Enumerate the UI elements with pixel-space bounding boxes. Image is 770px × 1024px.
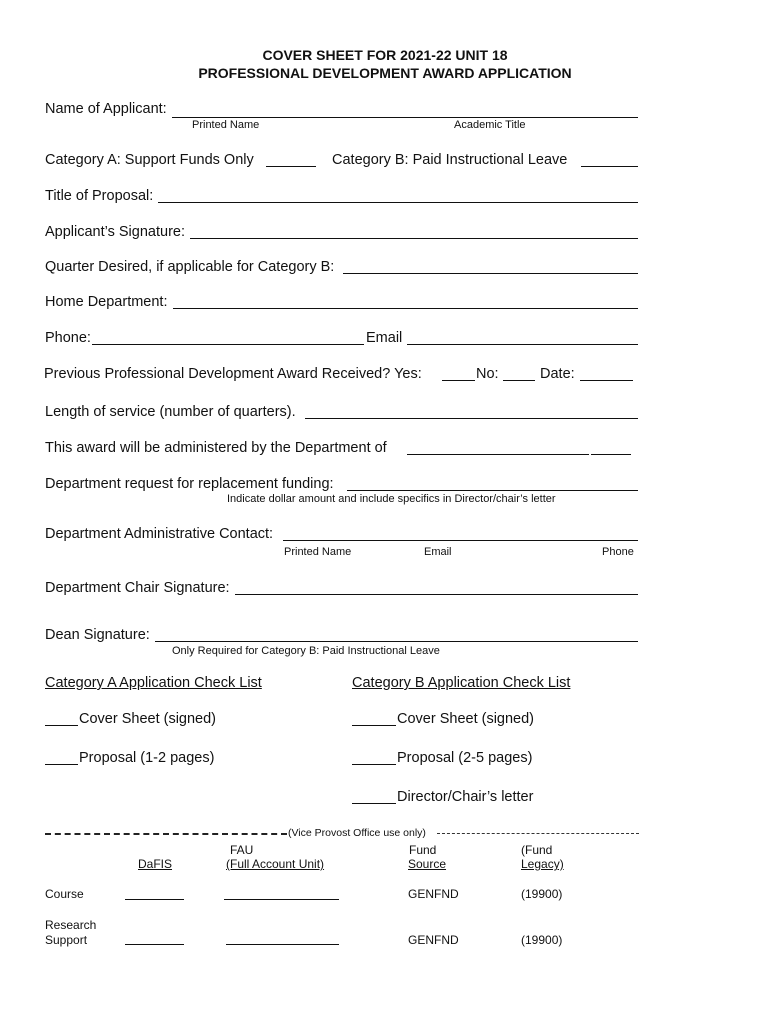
document-title-line2: PROFESSIONAL DEVELOPMENT AWARD APPLICATION (198, 65, 572, 81)
checklist-b-item-2-checkline[interactable] (352, 764, 396, 765)
row-research-label-line2: Support (45, 933, 88, 947)
checklist-a-item-1: Cover Sheet (signed) (79, 711, 217, 727)
office-use-divider-right (437, 833, 639, 834)
checklist-b-item-2: Proposal (2-5 pages) (397, 750, 533, 766)
row-course-label: Course (45, 887, 84, 901)
checklist-a-item-2: Proposal (1-2 pages) (79, 750, 215, 766)
phone-label: Phone: (45, 330, 91, 346)
quarter-field[interactable] (343, 273, 638, 274)
checklist-b-item-1: Cover Sheet (signed) (397, 711, 535, 727)
name-label: Name of Applicant: (45, 101, 167, 117)
quarter-label: Quarter Desired, if applicable for Category B: (45, 259, 335, 275)
row-course-fund-source: GENFND (408, 887, 459, 901)
previous-award-no-label: No: (476, 366, 499, 382)
fau-header-bottom: (Full Account Unit) (226, 857, 325, 871)
row-research-dafis-field[interactable] (125, 944, 184, 945)
proposal-title-field[interactable] (158, 202, 638, 203)
signature-field[interactable] (190, 238, 638, 239)
row-course-fund-legacy: (19900) (521, 887, 563, 901)
contact-phone-hint: Phone (602, 546, 634, 558)
fund-source-header-top: Fund (409, 843, 437, 857)
row-research-label-line1: Research (45, 918, 97, 932)
previous-award-date-field[interactable] (580, 380, 633, 381)
proposal-title-label: Title of Proposal: (45, 188, 154, 204)
category-a-label: Category A: Support Funds Only (45, 152, 254, 168)
academic-title-hint: Academic Title (454, 119, 526, 131)
category-b-label: Category B: Paid Instructional Leave (332, 152, 568, 168)
row-research-fau-field[interactable] (226, 944, 339, 945)
dafis-header: DaFIS (138, 857, 173, 871)
chair-signature-field[interactable] (235, 594, 638, 595)
replacement-funding-hint: Indicate dollar amount and include specifics in Director/chair’s letter (227, 493, 556, 505)
dean-signature-hint: Only Required for Category B: Paid Instructional Leave (172, 645, 440, 657)
checklist-a-item-1-checkline[interactable] (45, 725, 78, 726)
previous-award-date-label: Date: (540, 366, 575, 382)
checklist-b-item-1-checkline[interactable] (352, 725, 396, 726)
name-field[interactable] (172, 117, 638, 118)
previous-award-no-field[interactable] (503, 380, 535, 381)
admin-contact-field[interactable] (283, 540, 638, 541)
printed-name-hint: Printed Name (192, 119, 260, 131)
contact-email-hint: Email (424, 546, 452, 558)
previous-award-yes-field[interactable] (442, 380, 475, 381)
chair-signature-label: Department Chair Signature: (45, 580, 230, 596)
checklist-b-item-3: Director/Chair’s letter (397, 789, 534, 805)
length-of-service-label: Length of service (number of quarters). (45, 404, 296, 420)
length-of-service-field[interactable] (305, 418, 638, 419)
category-a-field[interactable] (266, 166, 316, 167)
category-b-field[interactable] (581, 166, 638, 167)
checklist-b-item-3-checkline[interactable] (352, 803, 396, 804)
signature-label: Applicant’s Signature: (45, 224, 185, 240)
checklist-a-item-2-checkline[interactable] (45, 764, 78, 765)
fund-source-header-bottom: Source (408, 857, 447, 871)
replacement-funding-label: Department request for replacement funding: (45, 476, 334, 492)
row-course-fau-field[interactable] (224, 899, 339, 900)
fund-legacy-header-top: (Fund (521, 843, 553, 857)
office-use-label: (Vice Provost Office use only) (288, 827, 426, 839)
row-research-fund-source: GENFND (408, 933, 459, 947)
administered-by-field-extra[interactable] (591, 454, 631, 455)
administered-by-label: This award will be administered by the Department of (45, 440, 387, 456)
previous-award-label: Previous Professional Development Award Received? Yes: (44, 366, 422, 382)
fau-header-top: FAU (230, 843, 254, 857)
office-use-divider-left (45, 833, 287, 835)
contact-printed-name-hint: Printed Name (284, 546, 352, 558)
dean-signature-field[interactable] (155, 641, 638, 642)
administered-by-field[interactable] (407, 454, 589, 455)
checklist-b-heading: Category B Application Check List (352, 675, 571, 691)
row-course-dafis-field[interactable] (125, 899, 184, 900)
email-label: Email (366, 330, 403, 346)
home-department-field[interactable] (173, 308, 638, 309)
document-title-line1: COVER SHEET FOR 2021-22 UNIT 18 (262, 47, 508, 63)
admin-contact-label: Department Administrative Contact: (45, 526, 274, 542)
row-research-fund-legacy: (19900) (521, 933, 563, 947)
phone-field[interactable] (92, 344, 364, 345)
email-field[interactable] (407, 344, 638, 345)
replacement-funding-field[interactable] (347, 490, 638, 491)
fund-legacy-header-bottom: Legacy) (521, 857, 564, 871)
home-department-label: Home Department: (45, 294, 168, 310)
checklist-a-heading: Category A Application Check List (45, 675, 262, 691)
dean-signature-label: Dean Signature: (45, 627, 150, 643)
